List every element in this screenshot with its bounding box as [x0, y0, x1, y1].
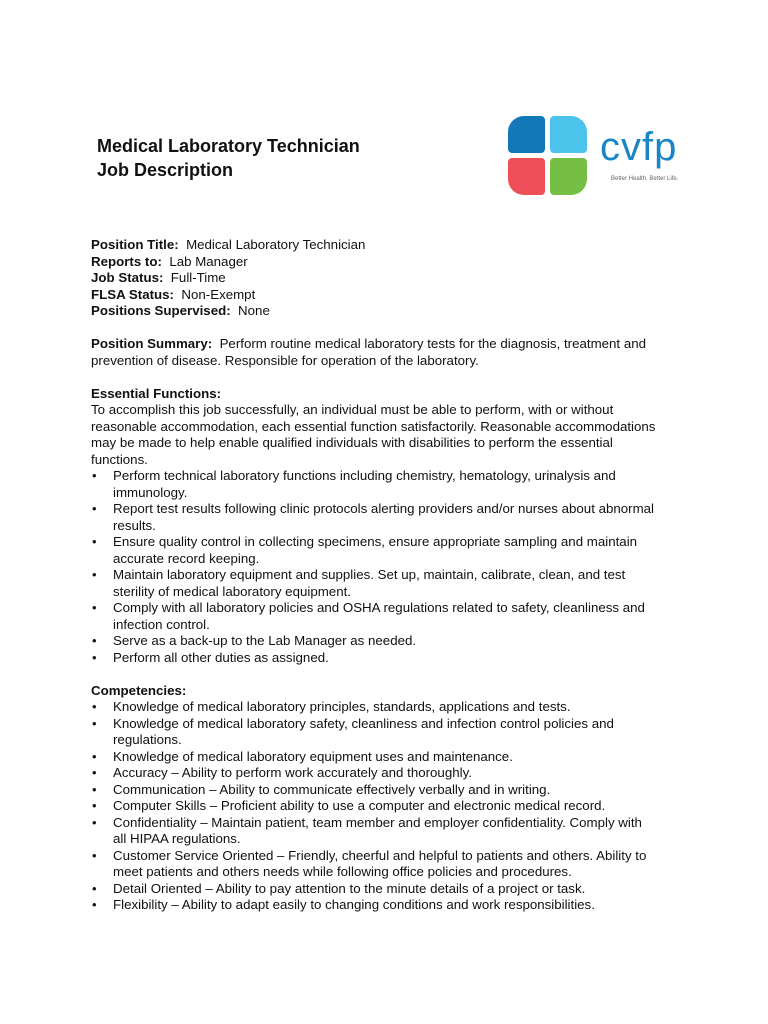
- detail-value: None: [238, 303, 270, 318]
- detail-label: FLSA Status:: [91, 286, 174, 302]
- list-item-line: • Computer Skills – Proficient ability to use a computer and electronic medical record.: [113, 798, 606, 813]
- list-item-line: • Comply with all laboratory policies and OSHA regulations related to safety, cleanliness and: [113, 600, 645, 615]
- list-item-line: results.: [113, 517, 156, 533]
- detail-row: [91, 287, 691, 304]
- list-item-line: • Accuracy – Ability to perform work accurately and thoroughly.: [113, 765, 472, 780]
- logo-square-red: [508, 158, 545, 195]
- list-item-line: • Ensure quality control in collecting specimens, ensure appropriate sampling and maintain: [113, 534, 638, 549]
- intro-line: To accomplish this job successfully, an individual must be able to perform, with or without: [91, 402, 614, 417]
- list-item: [91, 848, 691, 881]
- logo-wordmark: cvfp: [600, 125, 678, 169]
- competencies-section: [91, 683, 691, 914]
- logo-square-green: [550, 158, 587, 195]
- essential-functions-heading: Essential Functions:: [91, 385, 222, 401]
- detail-row: [91, 237, 691, 254]
- summary-line-1: Perform routine medical laboratory tests for the diagnosis, treatment and: [219, 336, 647, 351]
- detail-label: Position Title:: [91, 237, 179, 252]
- list-item-line: • Confidentiality – Maintain patient, team member and employer confidentiality. Comply with: [113, 814, 642, 830]
- detail-label: Job Status:: [91, 270, 164, 285]
- document-body: [91, 237, 691, 914]
- title-line-2: Job Description: [97, 160, 234, 180]
- intro-line: reasonable accommodation, each essential function satisfactorily. Reasonable accommodations: [91, 418, 656, 434]
- list-item-line: • Flexibility – Ability to adapt easily to changing conditions and work responsibilities.: [113, 897, 595, 912]
- list-item-line: • Knowledge of medical laboratory equipment uses and maintenance.: [113, 748, 513, 764]
- list-item: [91, 798, 691, 815]
- document-title: [97, 134, 360, 182]
- list-item: [91, 765, 691, 782]
- list-item: [91, 881, 691, 898]
- position-summary: [91, 336, 691, 369]
- list-item-line: all HIPAA regulations.: [113, 831, 241, 846]
- list-item-line: regulations.: [113, 732, 182, 747]
- list-item-line: • Maintain laboratory equipment and supplies. Set up, maintain, calibrate, clean, and test: [113, 567, 626, 582]
- detail-row: [91, 254, 691, 271]
- competencies-list: [91, 699, 691, 914]
- position-details: [91, 237, 691, 320]
- list-item-line: • Detail Oriented – Ability to pay attention to the minute details of a project or task.: [113, 880, 586, 896]
- logo-tagline: Better Health. Better Life.: [611, 176, 679, 182]
- logo-square-sky: [550, 116, 587, 153]
- list-item: [91, 650, 691, 667]
- list-item-line: meet patients and others needs while following office policies and procedures.: [113, 864, 572, 879]
- list-item-line: • Knowledge of medical laboratory principles, standards, applications and tests.: [113, 699, 571, 714]
- list-item: [91, 468, 691, 501]
- summary-line-2: prevention of disease. Responsible for operation of the laboratory.: [91, 352, 479, 368]
- detail-row: [91, 270, 691, 287]
- intro-line: may be made to help enable qualified individuals with disabilities to perform the essential: [91, 435, 613, 450]
- list-item-line: accurate record keeping.: [113, 550, 260, 566]
- list-item: [91, 699, 691, 716]
- list-item-line: • Communication – Ability to communicate effectively verbally and in writing.: [113, 781, 551, 797]
- list-item: [91, 633, 691, 650]
- intro-line: functions.: [91, 451, 148, 467]
- detail-value: Medical Laboratory Technician: [186, 237, 366, 252]
- title-line-1: Medical Laboratory Technician: [97, 136, 360, 156]
- essential-functions-list: [91, 468, 691, 666]
- list-item: [91, 782, 691, 799]
- list-item-line: • Serve as a back-up to the Lab Manager as needed.: [113, 633, 417, 648]
- detail-value: Lab Manager: [169, 253, 248, 269]
- summary-label: Position Summary:: [91, 336, 213, 351]
- detail-label: Reports to:: [91, 253, 162, 269]
- competencies-heading: Competencies:: [91, 682, 187, 698]
- list-item: [91, 815, 691, 848]
- list-item: [91, 501, 691, 534]
- list-item-line: • Perform technical laboratory functions including chemistry, hematology, urinalysis and: [113, 468, 616, 483]
- list-item-line: sterility of medical laboratory equipment.: [113, 583, 351, 599]
- list-item: [91, 534, 691, 567]
- list-item-line: immunology.: [113, 484, 188, 500]
- cvfp-logo: [508, 116, 693, 200]
- list-item: [91, 749, 691, 766]
- detail-value: Full-Time: [170, 270, 226, 285]
- logo-square-blue: [508, 116, 545, 153]
- list-item: [91, 600, 691, 633]
- list-item-line: • Knowledge of medical laboratory safety, cleanliness and infection control policies and: [113, 715, 614, 731]
- list-item-line: • Report test results following clinic protocols alerting providers and/or nurses about abnormal: [113, 501, 655, 516]
- essential-functions-section: [91, 386, 691, 667]
- list-item: [91, 716, 691, 749]
- detail-value: Non-Exempt: [181, 286, 256, 302]
- list-item: [91, 897, 691, 914]
- list-item: [91, 567, 691, 600]
- detail-label: Positions Supervised:: [91, 303, 231, 318]
- list-item-line: • Customer Service Oriented – Friendly, cheerful and helpful to patients and others. Ability to: [113, 847, 647, 863]
- list-item-line: infection control.: [113, 616, 210, 632]
- essential-functions-intro: [91, 402, 691, 468]
- list-item-line: • Perform all other duties as assigned.: [113, 649, 329, 665]
- detail-row: [91, 303, 691, 320]
